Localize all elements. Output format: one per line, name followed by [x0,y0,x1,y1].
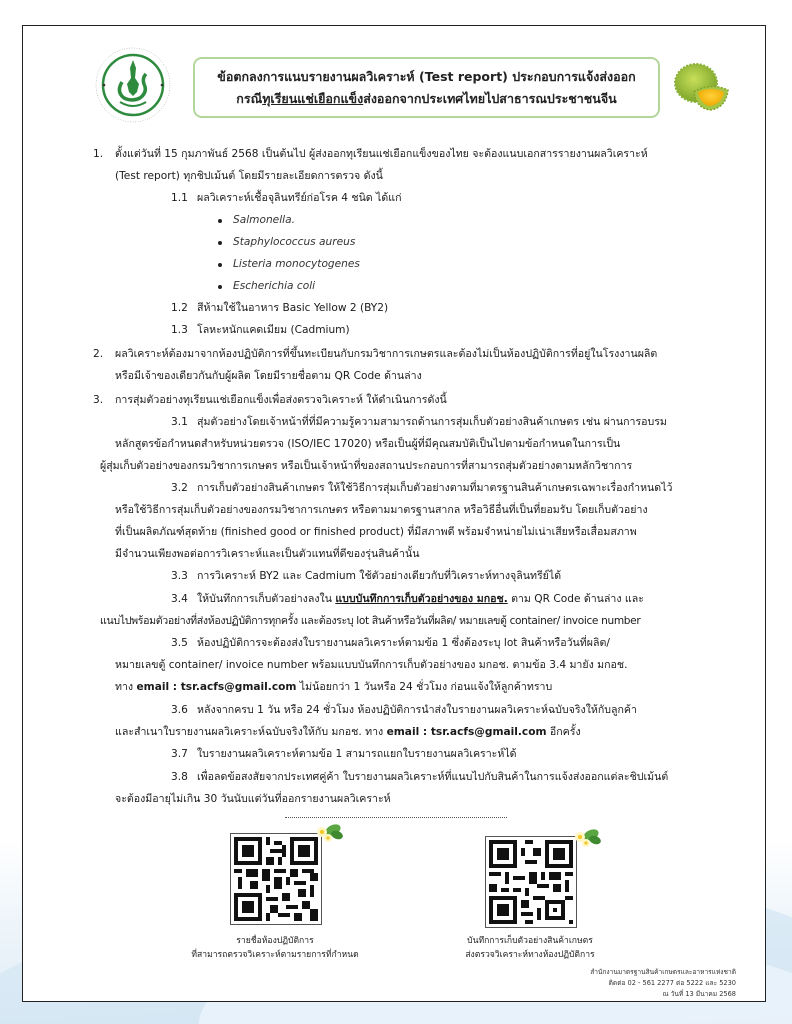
bullet-icon [218,263,222,267]
item-1-text: ตั้งแต่วันที่ 15 กุมภาพันธ์ 2568 เป็นต้นไป ผู้ส่งออกทุเรียนแช่เยือกแข็งของไทย จะต้องแนบเอกสารรายงานผลวิเคราะห์ [115,148,648,160]
subitem-number: 1.2 [171,302,188,314]
subitem-3-2-text: มีจำนวนเพียงพอต่อการวิเคราะห์และเป็นตัวแทนที่ดีของรุ่นสินค้านั้น [115,548,420,560]
qr-caption-sample-record: บันทึกการเก็บตัวอย่างสินค้าเกษตร ส่งตรวจวิเคราะห์ทางห้องปฏิบัติการ [465,936,595,960]
qr-caption-lab-list: รายชื่อห้องปฏิบัติการ ที่สามารถตรวจวิเคราะห์ตามรายการที่กำหนด [191,936,359,960]
bullet-icon [218,241,222,245]
subitem-3-2-text: ที่เป็นผลิตภัณฑ์สุดท้าย (finished good or finished product) ที่มีสภาพดี พร้อมจำหน่ายไม่เน่าเสียหรือเสื่อมสภาพ [115,526,637,538]
bullet-icon [218,219,222,223]
subitem-3-5-text: หมายเลขตู้ container/ invoice number พร้อมแบบบันทึกการเก็บตัวอย่างของ มกอช. ตามข้อ 3.4 มายัง มกอช. [115,659,628,671]
subitem-3-8-text: จะต้องมีอายุไม่เกิน 30 วันนับแต่วันที่ออกรายงานผลวิเคราะห์ [115,793,391,805]
footer-org: สำนักงานมาตรฐานสินค้าเกษตรและอาหารแห่งชาติ [590,968,736,976]
item-2-text: หรือมีเจ้าของเดียวกันกับผู้ผลิต โดยมีรายชื่อตาม QR Code ด้านล่าง [115,370,422,382]
subitem-3-1-text: หลักสูตรข้อกำหนดสำหรับหน่วยตรวจ (ISO/IEC 17020) หรือเป็นผู้ที่มีคุณสมบัติเป็นไปตามข้อกำหนดในการเป็น [115,438,621,450]
page-title [193,57,660,118]
email-link[interactable]: email : tsr.acfs@gmail.com [136,681,297,693]
qr-code-icon [234,837,318,921]
qr-code-icon [489,840,573,924]
subitem-number: 3.7 [171,748,188,760]
flower-decoration-icon [571,827,601,849]
subitem-number: 1.1 [171,192,188,204]
pathogen-item: Listeria monocytogenes [233,258,360,270]
pathogen-item: Staphylococcus aureus [233,236,356,248]
item-number: 3. [93,394,104,406]
title-emphasis: ทุเรียนแช่เยือกแข็ง [262,90,364,106]
dotted-divider [285,817,507,818]
subitem-3-3-text: การวิเคราะห์ BY2 และ Cadmium ใช้ตัวอย่างเดียวกับที่วิเคราะห์ทางจุลินทรีย์ได้ [197,570,562,582]
item-number: 1. [93,148,104,160]
subitem-3-5-text: ห้องปฏิบัติการจะต้องส่งใบรายงานผลวิเคราะห์ตามข้อ 1 ซึ่งต้องระบุ lot สินค้าหรือวันที่ผลิต/ [197,637,610,649]
subitem-number: 3.6 [171,704,188,716]
subitem-number: 3.5 [171,637,188,649]
subitem-number: 3.3 [171,570,188,582]
subitem-3-1-text: ผู้สุ่มเก็บตัวอย่างของกรมวิชาการเกษตร หรือเป็นเจ้าหน้าที่ของสถานประกอบการที่สามารถสุ่มตัวอย่างตามหลักวิชาการ [100,460,633,472]
item-2-text: ผลวิเคราะห์ต้องมาจากห้องปฏิบัติการที่ขึ้นทะเบียนกับกรมวิชาการเกษตรและต้องไม่เป็นห้องปฏิบัติการที่อยู่ในโรงงานผลิต [115,348,658,360]
subitem-number: 1.3 [171,324,188,336]
subitem-number: 3.4 [171,593,188,605]
sample-record-form-link[interactable]: แบบบันทึกการเก็บตัวอย่างของ มกอช. [335,593,508,605]
bullet-icon [218,285,222,289]
footer-phone: ติดต่อ 02 - 561 2277 ต่อ 5222 และ 5230 [608,979,736,987]
flower-decoration-icon [313,822,343,844]
subitem-number: 3.1 [171,416,188,428]
subitem-3-6-text: และสำเนาใบรายงานผลวิเคราะห์ฉบับจริงให้กับ มกอช. ทาง email : tsr.acfs@gmail.com อีกครั้ง [115,726,581,738]
footer-contact [590,967,736,1000]
subitem-1-1-text: ผลวิเคราะห์เชื้อจุลินทรีย์ก่อโรค 4 ชนิด ได้แก่ [197,192,402,204]
subitem-3-2-text: การเก็บตัวอย่างสินค้าเกษตร ให้ใช้วิธีการสุ่มเก็บตัวอย่างตามที่มาตรฐานสินค้าเกษตรเฉพาะเรื่องกำหนดไว้ [197,482,673,494]
durian-fruit-icon [670,58,732,116]
subitem-3-8-text: เพื่อลดข้อสงสัยจากประเทศคู่ค้า ใบรายงานผลวิเคราะห์ที่แนบไปกับสินค้าในการแจ้งส่งออกแต่ละชิปเม้นต์ [197,771,669,783]
qr-code-sample-record[interactable] [485,836,577,928]
acfs-naga-emblem-icon [92,44,174,126]
item-3-text: การสุ่มตัวอย่างทุเรียนแช่เยือกแข็งเพื่อส่งตรวจวิเคราะห์ ให้ดำเนินการดังนี้ [115,394,447,406]
pathogen-item: Salmonella. [233,214,295,226]
item-number: 2. [93,348,104,360]
subitem-3-1-text: สุ่มตัวอย่างโดยเจ้าหน้าที่ที่มีความรู้ความสามารถด้านการสุ่มเก็บตัวอย่างสินค้าเกษตร เช่น ผ่านการอบรม [197,416,667,428]
subitem-1-2-text: สีห้ามใช้ในอาหาร Basic Yellow 2 (BY2) [197,302,389,314]
item-1-text: (Test report) ทุกชิปเม้นต์ โดยมีรายละเอียดการตรวจ ดังนี้ [115,170,383,182]
title-line-1: ข้อตกลงการแนบรายงานผลวิเคราะห์ (Test report) ประกอบการแจ้งส่งออก [217,68,636,84]
subitem-3-7-text: ใบรายงานผลวิเคราะห์ตามข้อ 1 สามารถแยกใบรายงานผลวิเคราะห์ได้ [197,748,517,760]
email-link[interactable]: email : tsr.acfs@gmail.com [386,726,547,738]
subitem-number: 3.2 [171,482,188,494]
subitem-3-4-text: แนบไปพร้อมตัวอย่างที่ส่งห้องปฏิบัติการทุกครั้ง และต้องระบุ lot สินค้าหรือวันที่ผลิต/ หมายเลขตู้ container/ invoice number [100,615,641,627]
subitem-number: 3.8 [171,771,188,783]
footer-date: ณ วันที่ 13 มีนาคม 2568 [662,990,736,998]
title-line-2: กรณีทุเรียนแช่เยือกแข็งส่งออกจากประเทศไทยไปสาธารณประชาชนจีน [236,90,617,106]
qr-code-lab-list[interactable] [230,833,322,925]
subitem-3-5-text: ทาง email : tsr.acfs@gmail.com ไม่น้อยกว่า 1 วันหรือ 24 ชั่วโมง ก่อนแจ้งให้ลูกค้าทราบ [115,681,553,693]
subitem-3-4-text: ให้บันทึกการเก็บตัวอย่างลงใน แบบบันทึกการเก็บตัวอย่างของ มกอช. ตาม QR Code ด้านล่าง และ [197,593,644,605]
subitem-3-6-text: หลังจากครบ 1 วัน หรือ 24 ชั่วโมง ห้องปฏิบัติการนำส่งใบรายงานผลวิเคราะห์ฉบับจริงให้กับลูกค้า [197,704,637,716]
subitem-1-3-text: โลหะหนักแคดเมียม (Cadmium) [197,324,350,336]
pathogen-item: Escherichia coli [233,280,316,292]
subitem-3-2-text: หรือใช้วิธีการสุ่มเก็บตัวอย่างของกรมวิชาการเกษตร หรือตามมาตรฐานสากล หรือวิธีอื่นที่เป็นที่ยอมรับ โดยเก็บตัวอย่าง [115,504,648,516]
